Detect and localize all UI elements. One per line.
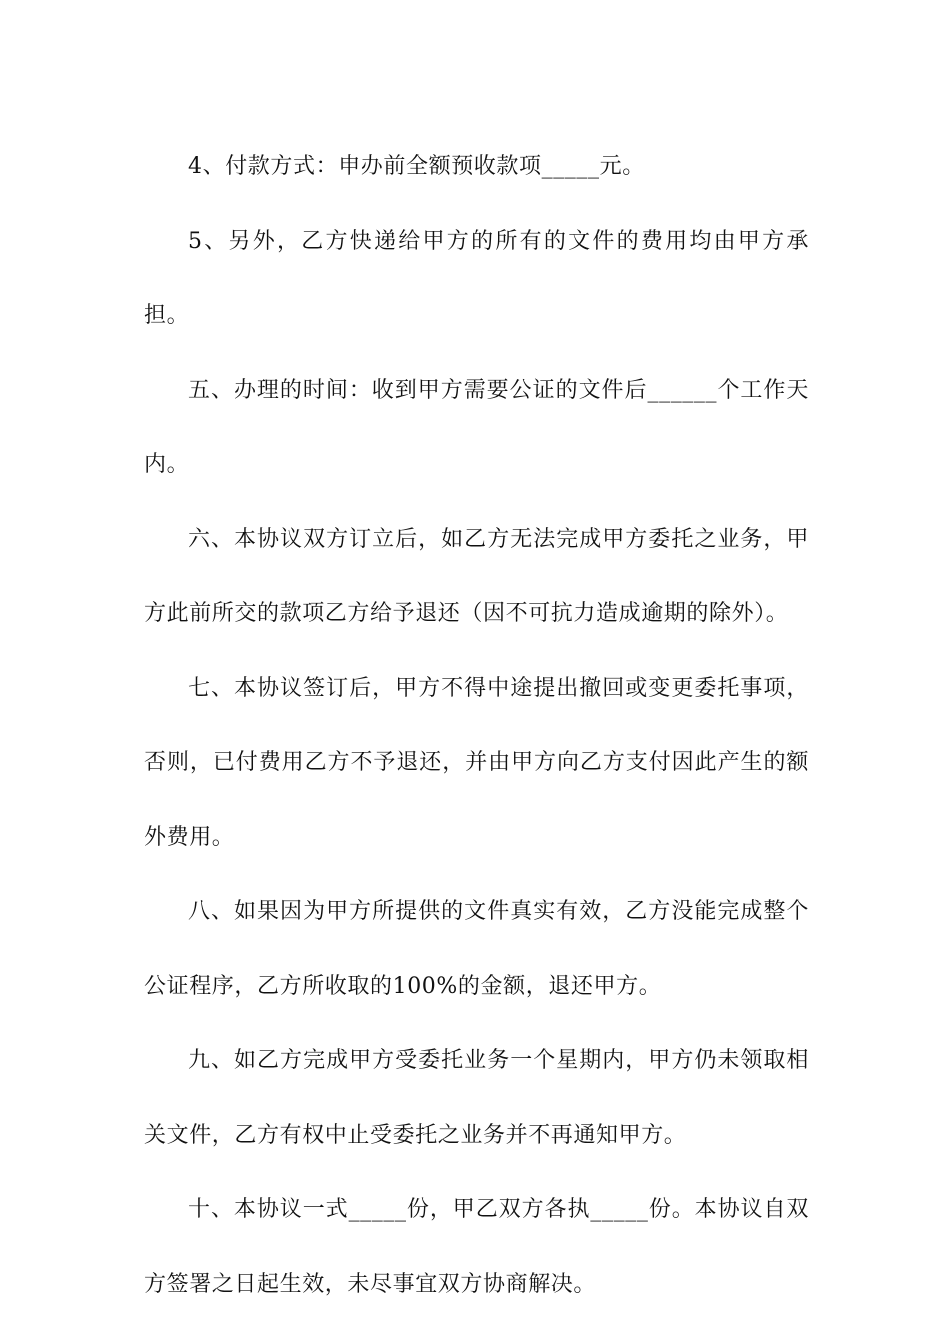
clause-payment-method: 4、付款方式：申办前全额预收款项_____元。 [188,154,645,179]
clause-processing-time: 五、办理的时间：收到甲方需要公证的文件后______个工作天内。 [144,377,809,477]
clause-refund-on-failure: 六、本协议双方订立后，如乙方无法完成甲方委托之业务，甲方此前所交的款项乙方给予退还（因不可抗力造成逾期的除外）。 [144,526,809,626]
clause-copies-and-effect: 十、本协议一式_____份，甲乙双方各执_____份。本协议自双方签署之日起生效，未尽事宜双方协商解决。 [144,1197,809,1297]
document-body [144,130,809,1322]
clause-no-withdrawal: 七、本协议签订后，甲方不得中途提出撤回或变更委托事项，否则，已付费用乙方不予退还，并由甲方向乙方支付因此产生的额外费用。 [144,675,809,850]
clause-unclaimed-documents: 九、如乙方完成甲方受委托业务一个星期内，甲方仍未领取相关文件，乙方有权中止受委托之业务并不再通知甲方。 [144,1048,809,1148]
clause-full-refund: 八、如果因为甲方所提供的文件真实有效，乙方没能完成整个公证程序，乙方所收取的100%的金额，退还甲方。 [144,899,809,999]
clause-express-fees: 5、另外，乙方快递给甲方的所有的文件的费用均由甲方承担。 [144,228,809,328]
